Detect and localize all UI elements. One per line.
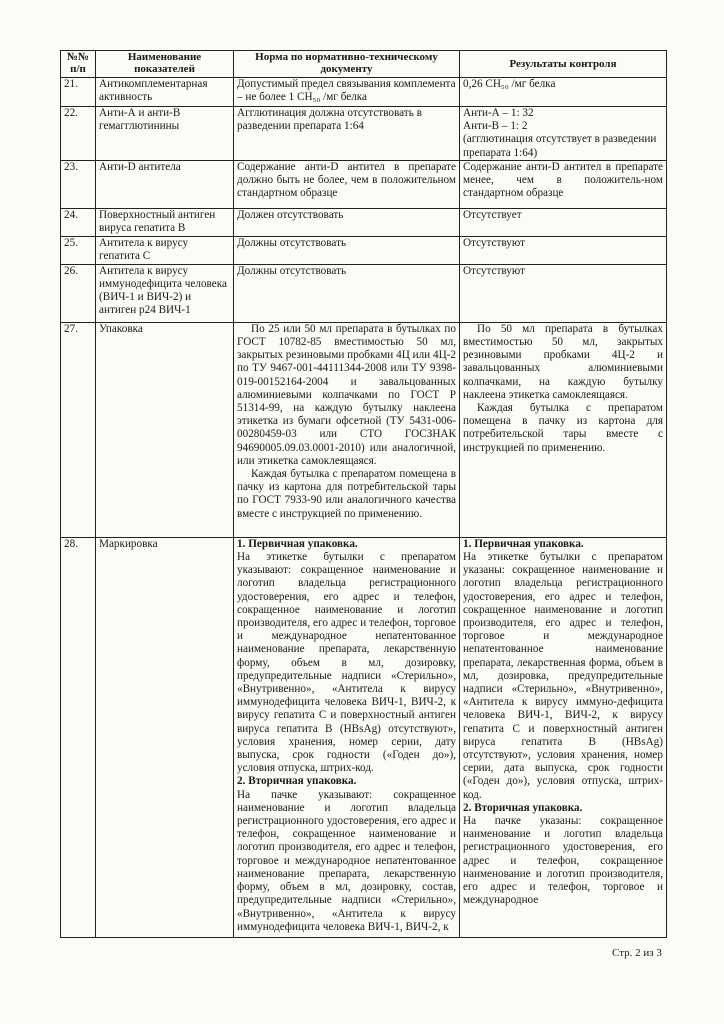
result-heading: 1. Первичная упаковка. <box>463 537 584 550</box>
row-norm <box>234 537 460 937</box>
row-norm: Агглютинация должна отсутствовать в разведении препарата 1:64 <box>234 107 460 161</box>
row-norm <box>234 322 460 537</box>
table-row <box>61 208 667 236</box>
table-row <box>61 322 667 537</box>
norm-paragraph: Каждая бутылка с препаратом помещена в пачку из картона для потребительской тары по ГОСТ 7933-90 или аналогичного качества вместе с инструкцией по применению. <box>237 468 456 520</box>
row-result <box>460 537 667 937</box>
row-norm: Должен отсутствовать <box>234 208 460 236</box>
row-norm: Допустимый предел связывания комплемента – не более 1 СН₅₀ /мг белка <box>234 78 460 107</box>
norm-heading: 1. Первичная упаковка. <box>237 537 358 550</box>
row-num: 24. <box>61 208 96 236</box>
row-num: 25. <box>61 236 96 264</box>
row-result: Отсутствуют <box>460 236 667 264</box>
result-heading: 2. Вторичная упаковка. <box>463 801 583 814</box>
header-result: Результаты контроля <box>460 51 667 78</box>
row-num: 21. <box>61 78 96 107</box>
row-num: 22. <box>61 107 96 161</box>
table-row <box>61 264 667 322</box>
row-result: 0,26 СН₅₀ /мг белка <box>460 78 667 107</box>
row-result: Отсутствуют <box>460 264 667 322</box>
row-norm: Содержание анти-D антител в препарате должно быть не более, чем в положительном стандартном образце <box>234 160 460 208</box>
row-num: 27. <box>61 322 96 537</box>
row-name: Маркировка <box>96 537 234 937</box>
row-name: Антикомплементарная активность <box>96 78 234 107</box>
row-result: Содержание анти-D антител в препарате менее, чем в положитель-ном стандартном образце <box>460 160 667 208</box>
specification-table <box>60 50 667 938</box>
row-num: 26. <box>61 264 96 322</box>
header-num: №№ п/п <box>61 51 96 78</box>
norm-paragraph: По 25 или 50 мл препарата в бутылках по ГОСТ 10782-85 вместимостью 50 мл, закрытых резиновыми пробками 4Ц или 4Ц-2 по ТУ 9467-001-44111344-2008 или ТУ 9398-019-00152164-2004 и завальцованных алюминиевыми колпачками по ГОСТ Р 51314-99, на каждую бутылку наклеена этикетка из бумаги офсетной (ТУ 5431-006-00280459-03 или СТО ГОСЗНАК 94690005.09.03.0001-2010) или аналогичной, или этикетка самоклеящаяся. <box>237 322 456 467</box>
row-name: Упаковка <box>96 322 234 537</box>
row-num: 28. <box>61 537 96 937</box>
header-name: Наименование показателей <box>96 51 234 78</box>
table-header-row <box>61 51 667 78</box>
result-paragraph: На пачке указаны: сокращенное наименование и логотип владельца регистрационного удостоверения, его адрес и телефон, сокращенное наименование и логотип производителя, его адрес и телефон, торговое и международное <box>463 815 663 907</box>
norm-paragraph: На этикетке бутылки с препаратом указывают: сокращенное наименование и логотип владельца регистрационного удостоверения, его адрес и телефон, сокращенное наименование и логотип производителя, его адрес и телефон, торговое и международное непатентованное наименование препарата, лекарственную форму, объем в мл, дозировку, предупредительные надписи «Стерильно», «Внутривенно», «Антитела к вирусу иммунодефицита человека ВИЧ-1, ВИЧ-2, к вирусу гепатита С и поверхностный антиген вируса гепатита В (HBsAg) отсутствуют», условия хранения, номер серии, дату выпуска, срок годности («Годен до»), условия отпуска, штрих-код. <box>237 551 456 775</box>
row-result: Отсутствует <box>460 208 667 236</box>
header-norm: Норма по нормативно-техническому документу <box>234 51 460 78</box>
norm-heading: 2. Вторичная упаковка. <box>237 775 357 788</box>
result-paragraph: Каждая бутылка с препаратом помещена в пачку из картона для потребительской тары вместе с инструкцией по применению. <box>463 402 663 454</box>
row-name: Поверхностный антиген вируса гепатита В <box>96 208 234 236</box>
row-name: Антитела к вирусу гепатита С <box>96 236 234 264</box>
table-row <box>61 78 667 107</box>
row-norm: Должны отсутствовать <box>234 264 460 322</box>
row-name: Антитела к вирусу иммунодефицита человека (ВИЧ-1 и ВИЧ-2) и антиген р24 ВИЧ-1 <box>96 264 234 322</box>
row-name: Анти-D антитела <box>96 160 234 208</box>
result-paragraph: На этикетке бутылки с препаратом указаны: сокращенное наименование и логотип владельца регистрационного удостоверения, его адрес и телефон, сокращенное наименование и логотип производителя, его адрес и телефон, торговое и международное непатентованное наименование препарата, лекарственная форма, объем в мл, дозировка, предупредительные надписи «Стерильно», «Внутривенно», «Антитела к вирусу иммуно-дефицита человека ВИЧ-1, ВИЧ-2, к вирусу гепатита С и поверхностный антиген вируса гепатита В (HBsAg) отсутствуют», условия хранения, номер серии, дата выпуска, срок годности («Годен до»), условия отпуска, штрих-код. <box>463 551 663 801</box>
row-result <box>460 322 667 537</box>
table-row <box>61 107 667 161</box>
page-number: Стр. 2 из 3 <box>612 947 662 959</box>
result-paragraph: По 50 мл препарата в бутылках вместимостью 50 мл, закрытых резиновыми пробками 4Ц-2 и завальцованных алюминиевыми колпачками, на каждую бутылку наклеена этикетка самоклеящаяся. <box>463 322 663 401</box>
table-row <box>61 537 667 937</box>
table-row <box>61 160 667 208</box>
row-result: Анти-А – 1: 32 Анти-В – 1: 2 (агглютинация отсутствует в разведении препарата 1:64) <box>460 107 667 161</box>
table-row <box>61 236 667 264</box>
row-norm: Должны отсутствовать <box>234 236 460 264</box>
row-num: 23. <box>61 160 96 208</box>
row-name: Анти-А и анти-В гемагглютинины <box>96 107 234 161</box>
norm-paragraph: На пачке указывают: сокращенное наименование и логотип владельца регистрационного удостоверения, его адрес и телефон, сокращенное наименование и логотип производителя, его адрес и телефон, торговое и международное непатентованное наименование препарата, лекарственную форму, объем в мл, дозировку, состав, предупредительные надписи «Стерильно», «Внутривенно», «Антитела к вирусу иммунодефицита человека ВИЧ-1, ВИЧ-2, к <box>237 788 456 933</box>
